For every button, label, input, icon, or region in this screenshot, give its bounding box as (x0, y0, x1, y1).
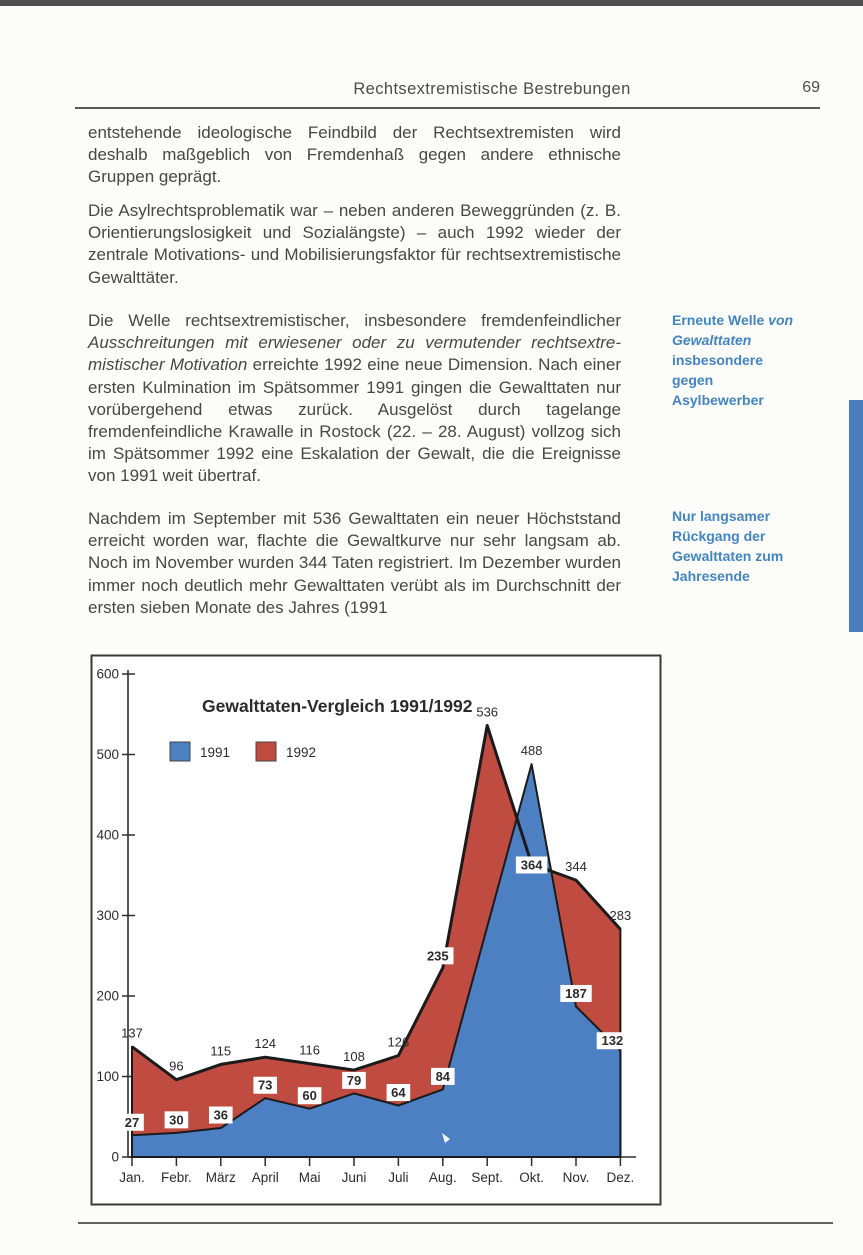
paragraph-3-post: erreichte 1992 eine neue Dimension. Nach einer ersten Kulmination im Spätsommer 1991 gingen die Gewalttaten nur vorübergehend etwas zurück. Ausgelöst durch tagelange fremdenfeindliche Krawalle in Rostock (22. – 28. August) vollzog sich im Spätsommer 1992 eine Eskalation der Gewalt, die die Ereignisse von 1991 weit übertraf. (88, 355, 621, 486)
data-label-boxed-1992 (516, 856, 547, 873)
data-label-value: 84 (435, 1068, 451, 1084)
legend-swatch-1992 (256, 742, 276, 761)
data-label-1992: 126 (387, 1034, 410, 1050)
data-label-value: 36 (213, 1107, 229, 1123)
data-label-boxed-1991 (298, 1087, 322, 1104)
x-tick-label: Aug. (428, 1170, 457, 1185)
chapter-edge-tab (849, 400, 863, 632)
data-label-value: 364 (520, 857, 543, 873)
data-label-value: 73 (257, 1077, 273, 1093)
data-label-boxed-1991 (209, 1107, 233, 1124)
legend-swatch-1991 (170, 742, 190, 761)
data-label-boxed-1991 (597, 1032, 628, 1049)
margin-note-1 (672, 310, 807, 410)
data-label-value: 79 (346, 1072, 362, 1088)
data-label-boxed-1992 (422, 947, 453, 964)
y-tick-label: 100 (96, 1069, 119, 1084)
x-tick-label: Mai (298, 1170, 321, 1185)
data-label-value: 64 (391, 1084, 406, 1100)
data-label-value: 30 (169, 1112, 184, 1128)
margin-note-1-post: insbesondere gegen Asylbewerber (672, 352, 764, 408)
data-label-1992: 283 (609, 908, 632, 924)
paragraph-3-emphasis: Ausschreitungen mit erwiesener oder zu vermutender rechtsextremistischer Motivation (88, 333, 621, 375)
data-label-boxed-1991 (342, 1072, 366, 1089)
data-label-boxed-1991 (387, 1084, 411, 1101)
margin-note-1-emphasis: von Gewalttaten (672, 312, 794, 348)
data-label-1992: 344 (565, 859, 587, 875)
violence-comparison-chart (90, 654, 662, 1206)
violence-chart-svg (90, 654, 662, 1206)
chart-title: Gewalttaten-Vergleich 1991/1992 (202, 696, 473, 716)
y-tick-label: 400 (96, 827, 119, 843)
scan-edge-band (0, 0, 863, 6)
data-label-boxed-1991 (120, 1114, 144, 1131)
header-rule (75, 107, 820, 109)
margin-note-2: Nur langsamer Rückgang der Gewalttaten zum Jahresende (672, 508, 784, 584)
footer-rule (78, 1222, 833, 1224)
data-label-1991: 488 (520, 743, 543, 759)
data-label-1992: 116 (299, 1042, 320, 1058)
y-tick-label: 200 (96, 988, 119, 1004)
x-tick-label: Sept. (471, 1170, 503, 1185)
legend-label-1992: 1992 (286, 745, 317, 760)
data-label-1992: 115 (210, 1043, 232, 1059)
paragraph-3 (88, 310, 621, 488)
x-tick-label: Febr. (161, 1170, 192, 1185)
x-tick-label: April (251, 1170, 279, 1185)
data-label-1992: 137 (121, 1025, 143, 1041)
x-tick-label: Juni (341, 1170, 367, 1185)
y-tick-label: 500 (96, 747, 119, 762)
data-label-boxed-1991 (431, 1068, 455, 1085)
paragraph-4: Nachdem im September mit 536 Gewalttaten ein neuer Höchststand erreicht worden war, flachte die Gewaltkurve nur sehr langsam ab. Noch im November wurden 344 Taten registriert. Im Dezember wurden immer noch deutlich mehr Gewalttaten verübt als im Durchschnitt der ersten sieben Monate des Jahres (1991 (88, 509, 621, 617)
data-label-1992: 124 (254, 1036, 277, 1052)
data-label-boxed-1991 (165, 1111, 189, 1128)
page-number: 69 (802, 79, 820, 96)
x-tick-label: Nov. (562, 1170, 590, 1185)
paragraph-2: Die Asylrechtsproblematik war – neben anderen Beweggründen (z. B. Orientierungslosigkeit und Sozialängste) – auch 1992 wieder der zentrale Motivations- und Mobilisierungsfaktor für rechtsextremistische Gewalttäter. (88, 201, 621, 287)
y-tick-label: 600 (96, 666, 119, 682)
x-tick-label: Jan. (119, 1170, 145, 1185)
data-label-boxed-1991 (253, 1077, 277, 1094)
data-label-1992: 96 (169, 1058, 184, 1074)
data-label-value: 235 (426, 948, 449, 964)
paragraph-1: entstehende ideologische Feindbild der Rechtsextremisten wird deshalb maßgeblich von Fremdenhaß gegen andere ethnische Gruppen geprägt. (88, 123, 621, 187)
paragraph-3-pre: Die Welle rechtsextremistischer, insbesondere fremdenfeindlicher (88, 311, 621, 330)
data-label-value: 132 (601, 1033, 624, 1049)
x-tick-label: Okt. (519, 1170, 544, 1185)
data-label-value: 60 (302, 1088, 317, 1104)
running-header-title: Rechtsextremistische Bestrebungen (353, 80, 631, 98)
margin-note-1-pre: Erneute Welle (672, 312, 769, 328)
data-label-1992: 108 (343, 1049, 365, 1065)
x-tick-label: März (205, 1170, 236, 1185)
data-label-1992: 536 (476, 704, 499, 720)
data-label-boxed-1991 (560, 985, 591, 1002)
data-label-value: 187 (565, 985, 587, 1001)
data-label-value: 27 (124, 1114, 140, 1130)
y-tick-label: 0 (111, 1149, 119, 1165)
legend-label-1991: 1991 (200, 745, 231, 760)
y-tick-label: 300 (96, 908, 119, 923)
x-tick-label: Juli (388, 1170, 409, 1185)
x-tick-label: Dez. (606, 1170, 635, 1185)
